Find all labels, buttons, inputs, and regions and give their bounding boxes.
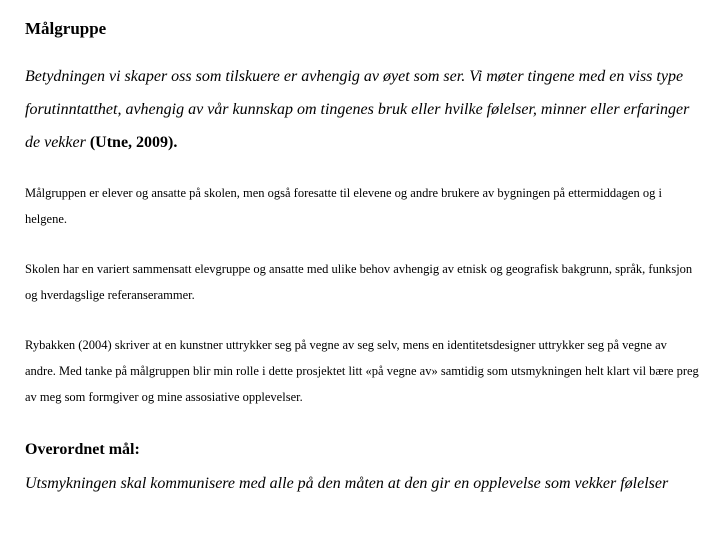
- heading-target-group: Målgruppe: [25, 19, 107, 38]
- intro-quote: Betydningen vi skaper oss som tilskuere er avhengig av øyet som ser. Vi møter tingene med en viss type forutinntatthet, avhengig av vår kunnskap om tingenes bruk eller hvilke følelser, minner eller erfaringer de vekker: [25, 68, 690, 151]
- paragraph-student-group: Skolen har en variert sammensatt elevgruppe og ansatte med ulike behov avhengig av etnisk og geografisk bakgrunn, språk, funksjon og hverdagslige referanserammer.: [25, 262, 693, 302]
- document-page: [25, 0, 705, 540]
- heading-overall-goal: Overordnet mål:: [25, 441, 140, 458]
- goal-text: Utsmykningen skal kommunisere med alle på den måten at den gir en opplevelse som vekker følelser: [25, 475, 669, 492]
- paragraph-designer-role: Rybakken (2004) skriver at en kunstner uttrykker seg på vegne av seg selv, mens en identitetsdesigner uttrykker seg på vegne av andre. Med tanke på målgruppen blir min rolle i dette prosjektet litt «på vegne av» samtidig som utsmykningen helt klart vil bære preg av meg som formgiver og mine assosiative opplevelser.: [25, 338, 699, 404]
- intro-citation: (Utne, 2009).: [89, 134, 178, 151]
- intro-quote-block: [25, 60, 697, 159]
- paragraph-target-group: Målgruppen er elever og ansatte på skolen, men også foresatte til elevene og andre brukere av bygningen på ettermiddagen og i helgene.: [25, 186, 662, 226]
